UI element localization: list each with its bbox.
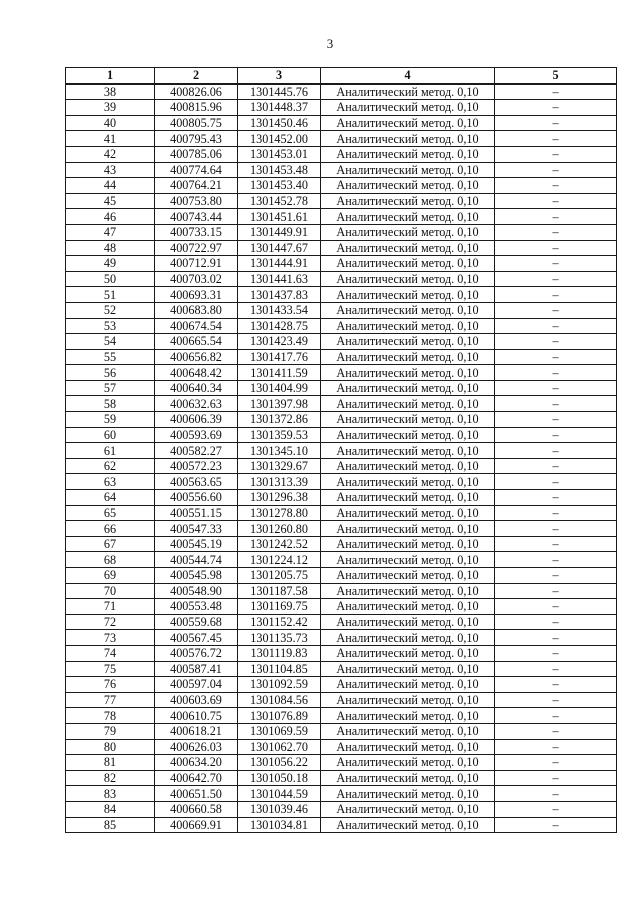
- point-number-cell: 41: [66, 131, 155, 147]
- y-coordinate-cell: 1301278.80: [238, 505, 321, 521]
- table-row: [66, 770, 617, 786]
- point-number-cell: 39: [66, 100, 155, 116]
- y-coordinate-cell: 1301084.56: [238, 692, 321, 708]
- point-number-cell: 62: [66, 458, 155, 474]
- table-row: [66, 817, 617, 833]
- y-coordinate-cell: 1301152.42: [238, 614, 321, 630]
- method-cell: Аналитический метод. 0,10: [321, 817, 495, 833]
- method-cell: Аналитический метод. 0,10: [321, 334, 495, 350]
- y-coordinate-cell: 1301034.81: [238, 817, 321, 833]
- point-number-cell: 55: [66, 349, 155, 365]
- x-coordinate-cell: 400722.97: [155, 240, 238, 256]
- x-coordinate-cell: 400606.39: [155, 412, 238, 428]
- y-coordinate-cell: 1301062.70: [238, 739, 321, 755]
- description-cell: –: [495, 755, 617, 771]
- y-coordinate-cell: 1301397.98: [238, 396, 321, 412]
- description-cell: –: [495, 458, 617, 474]
- y-coordinate-cell: 1301104.85: [238, 661, 321, 677]
- method-cell: Аналитический метод. 0,10: [321, 193, 495, 209]
- method-cell: Аналитический метод. 0,10: [321, 677, 495, 693]
- method-cell: Аналитический метод. 0,10: [321, 521, 495, 537]
- point-number-cell: 84: [66, 801, 155, 817]
- header-row: [66, 68, 617, 84]
- table-body: [66, 84, 617, 833]
- x-coordinate-cell: 400815.96: [155, 100, 238, 116]
- point-number-cell: 69: [66, 568, 155, 584]
- description-cell: –: [495, 178, 617, 194]
- method-cell: Аналитический метод. 0,10: [321, 240, 495, 256]
- point-number-cell: 46: [66, 209, 155, 225]
- x-coordinate-cell: 400545.98: [155, 568, 238, 584]
- y-coordinate-cell: 1301453.01: [238, 146, 321, 162]
- description-cell: –: [495, 505, 617, 521]
- x-coordinate-cell: 400669.91: [155, 817, 238, 833]
- x-coordinate-cell: 400693.31: [155, 287, 238, 303]
- x-coordinate-cell: 400618.21: [155, 723, 238, 739]
- x-coordinate-cell: 400626.03: [155, 739, 238, 755]
- method-cell: Аналитический метод. 0,10: [321, 271, 495, 287]
- description-cell: –: [495, 193, 617, 209]
- description-cell: –: [495, 536, 617, 552]
- y-coordinate-cell: 1301242.52: [238, 536, 321, 552]
- table-header: [66, 68, 617, 84]
- y-coordinate-cell: 1301450.46: [238, 115, 321, 131]
- y-coordinate-cell: 1301056.22: [238, 755, 321, 771]
- method-cell: Аналитический метод. 0,10: [321, 770, 495, 786]
- point-number-cell: 58: [66, 396, 155, 412]
- description-cell: –: [495, 723, 617, 739]
- description-cell: –: [495, 474, 617, 490]
- point-number-cell: 57: [66, 380, 155, 396]
- table-row: [66, 614, 617, 630]
- description-cell: –: [495, 552, 617, 568]
- point-number-cell: 72: [66, 614, 155, 630]
- table-row: [66, 162, 617, 178]
- description-cell: –: [495, 349, 617, 365]
- y-coordinate-cell: 1301444.91: [238, 256, 321, 272]
- point-number-cell: 61: [66, 443, 155, 459]
- y-coordinate-cell: 1301345.10: [238, 443, 321, 459]
- x-coordinate-cell: 400553.48: [155, 599, 238, 615]
- table-row: [66, 474, 617, 490]
- y-coordinate-cell: 1301453.40: [238, 178, 321, 194]
- table-row: [66, 568, 617, 584]
- x-coordinate-cell: 400634.20: [155, 755, 238, 771]
- column-header-4: 4: [321, 68, 495, 84]
- method-cell: Аналитический метод. 0,10: [321, 178, 495, 194]
- method-cell: Аналитический метод. 0,10: [321, 490, 495, 506]
- method-cell: Аналитический метод. 0,10: [321, 256, 495, 272]
- table-row: [66, 801, 617, 817]
- description-cell: –: [495, 490, 617, 506]
- table-row: [66, 240, 617, 256]
- description-cell: –: [495, 427, 617, 443]
- x-coordinate-cell: 400743.44: [155, 209, 238, 225]
- x-coordinate-cell: 400683.80: [155, 302, 238, 318]
- y-coordinate-cell: 1301404.99: [238, 380, 321, 396]
- x-coordinate-cell: 400559.68: [155, 614, 238, 630]
- table-row: [66, 100, 617, 116]
- y-coordinate-cell: 1301423.49: [238, 334, 321, 350]
- x-coordinate-cell: 400674.54: [155, 318, 238, 334]
- y-coordinate-cell: 1301417.76: [238, 349, 321, 365]
- table-row: [66, 645, 617, 661]
- x-coordinate-cell: 400774.64: [155, 162, 238, 178]
- description-cell: –: [495, 645, 617, 661]
- x-coordinate-cell: 400826.06: [155, 84, 238, 100]
- point-number-cell: 56: [66, 365, 155, 381]
- description-cell: –: [495, 739, 617, 755]
- table-row: [66, 723, 617, 739]
- method-cell: Аналитический метод. 0,10: [321, 614, 495, 630]
- y-coordinate-cell: 1301452.78: [238, 193, 321, 209]
- y-coordinate-cell: 1301447.67: [238, 240, 321, 256]
- x-coordinate-cell: 400597.04: [155, 677, 238, 693]
- point-number-cell: 79: [66, 723, 155, 739]
- description-cell: –: [495, 209, 617, 225]
- y-coordinate-cell: 1301329.67: [238, 458, 321, 474]
- table-row: [66, 443, 617, 459]
- point-number-cell: 65: [66, 505, 155, 521]
- description-cell: –: [495, 396, 617, 412]
- point-number-cell: 76: [66, 677, 155, 693]
- table-row: [66, 302, 617, 318]
- table-row: [66, 630, 617, 646]
- description-cell: –: [495, 240, 617, 256]
- table-row: [66, 692, 617, 708]
- table-row: [66, 583, 617, 599]
- y-coordinate-cell: 1301044.59: [238, 786, 321, 802]
- x-coordinate-cell: 400660.58: [155, 801, 238, 817]
- point-number-cell: 40: [66, 115, 155, 131]
- point-number-cell: 48: [66, 240, 155, 256]
- method-cell: Аналитический метод. 0,10: [321, 302, 495, 318]
- table-row: [66, 536, 617, 552]
- description-cell: –: [495, 365, 617, 381]
- y-coordinate-cell: 1301092.59: [238, 677, 321, 693]
- y-coordinate-cell: 1301205.75: [238, 568, 321, 584]
- y-coordinate-cell: 1301452.00: [238, 131, 321, 147]
- point-number-cell: 75: [66, 661, 155, 677]
- method-cell: Аналитический метод. 0,10: [321, 708, 495, 724]
- table-row: [66, 287, 617, 303]
- y-coordinate-cell: 1301187.58: [238, 583, 321, 599]
- description-cell: –: [495, 692, 617, 708]
- description-cell: –: [495, 334, 617, 350]
- table-row: [66, 380, 617, 396]
- point-number-cell: 42: [66, 146, 155, 162]
- table-row: [66, 412, 617, 428]
- point-number-cell: 50: [66, 271, 155, 287]
- y-coordinate-cell: 1301050.18: [238, 770, 321, 786]
- description-cell: –: [495, 302, 617, 318]
- method-cell: Аналитический метод. 0,10: [321, 365, 495, 381]
- x-coordinate-cell: 400764.21: [155, 178, 238, 194]
- method-cell: Аналитический метод. 0,10: [321, 84, 495, 100]
- x-coordinate-cell: 400551.15: [155, 505, 238, 521]
- y-coordinate-cell: 1301448.37: [238, 100, 321, 116]
- y-coordinate-cell: 1301433.54: [238, 302, 321, 318]
- point-number-cell: 60: [66, 427, 155, 443]
- table-row: [66, 115, 617, 131]
- y-coordinate-cell: 1301453.48: [238, 162, 321, 178]
- table-row: [66, 458, 617, 474]
- point-number-cell: 67: [66, 536, 155, 552]
- point-number-cell: 66: [66, 521, 155, 537]
- description-cell: –: [495, 770, 617, 786]
- y-coordinate-cell: 1301296.38: [238, 490, 321, 506]
- method-cell: Аналитический метод. 0,10: [321, 645, 495, 661]
- method-cell: Аналитический метод. 0,10: [321, 536, 495, 552]
- description-cell: –: [495, 614, 617, 630]
- method-cell: Аналитический метод. 0,10: [321, 209, 495, 225]
- column-header-5: 5: [495, 68, 617, 84]
- description-cell: –: [495, 115, 617, 131]
- method-cell: Аналитический метод. 0,10: [321, 568, 495, 584]
- table-row: [66, 349, 617, 365]
- point-number-cell: 54: [66, 334, 155, 350]
- method-cell: Аналитический метод. 0,10: [321, 380, 495, 396]
- x-coordinate-cell: 400648.42: [155, 365, 238, 381]
- x-coordinate-cell: 400795.43: [155, 131, 238, 147]
- method-cell: Аналитический метод. 0,10: [321, 443, 495, 459]
- method-cell: Аналитический метод. 0,10: [321, 412, 495, 428]
- table-row: [66, 224, 617, 240]
- point-number-cell: 78: [66, 708, 155, 724]
- point-number-cell: 63: [66, 474, 155, 490]
- description-cell: –: [495, 661, 617, 677]
- table-row: [66, 318, 617, 334]
- x-coordinate-cell: 400785.06: [155, 146, 238, 162]
- point-number-cell: 49: [66, 256, 155, 272]
- point-number-cell: 64: [66, 490, 155, 506]
- method-cell: Аналитический метод. 0,10: [321, 162, 495, 178]
- column-header-3: 3: [238, 68, 321, 84]
- point-number-cell: 73: [66, 630, 155, 646]
- y-coordinate-cell: 1301437.83: [238, 287, 321, 303]
- point-number-cell: 53: [66, 318, 155, 334]
- description-cell: –: [495, 583, 617, 599]
- description-cell: –: [495, 443, 617, 459]
- x-coordinate-cell: 400572.23: [155, 458, 238, 474]
- table-row: [66, 708, 617, 724]
- method-cell: Аналитический метод. 0,10: [321, 505, 495, 521]
- y-coordinate-cell: 1301135.73: [238, 630, 321, 646]
- description-cell: –: [495, 521, 617, 537]
- y-coordinate-cell: 1301359.53: [238, 427, 321, 443]
- table-row: [66, 739, 617, 755]
- page-number: 3: [326, 36, 334, 51]
- table-row: [66, 396, 617, 412]
- method-cell: Аналитический метод. 0,10: [321, 661, 495, 677]
- description-cell: –: [495, 84, 617, 100]
- y-coordinate-cell: 1301441.63: [238, 271, 321, 287]
- table-row: [66, 552, 617, 568]
- description-cell: –: [495, 162, 617, 178]
- method-cell: Аналитический метод. 0,10: [321, 224, 495, 240]
- x-coordinate-cell: 400593.69: [155, 427, 238, 443]
- method-cell: Аналитический метод. 0,10: [321, 131, 495, 147]
- description-cell: –: [495, 568, 617, 584]
- table-row: [66, 334, 617, 350]
- point-number-cell: 43: [66, 162, 155, 178]
- table-row: [66, 521, 617, 537]
- description-cell: –: [495, 224, 617, 240]
- table-row: [66, 256, 617, 272]
- point-number-cell: 70: [66, 583, 155, 599]
- point-number-cell: 80: [66, 739, 155, 755]
- table-row: [66, 209, 617, 225]
- table-row: [66, 786, 617, 802]
- table-row: [66, 178, 617, 194]
- point-number-cell: 59: [66, 412, 155, 428]
- y-coordinate-cell: 1301119.83: [238, 645, 321, 661]
- method-cell: Аналитический метод. 0,10: [321, 115, 495, 131]
- y-coordinate-cell: 1301039.46: [238, 801, 321, 817]
- point-number-cell: 85: [66, 817, 155, 833]
- table-row: [66, 661, 617, 677]
- point-number-cell: 47: [66, 224, 155, 240]
- method-cell: Аналитический метод. 0,10: [321, 723, 495, 739]
- method-cell: Аналитический метод. 0,10: [321, 349, 495, 365]
- description-cell: –: [495, 100, 617, 116]
- y-coordinate-cell: 1301224.12: [238, 552, 321, 568]
- method-cell: Аналитический метод. 0,10: [321, 692, 495, 708]
- method-cell: Аналитический метод. 0,10: [321, 100, 495, 116]
- point-number-cell: 52: [66, 302, 155, 318]
- point-number-cell: 68: [66, 552, 155, 568]
- x-coordinate-cell: 400805.75: [155, 115, 238, 131]
- table-row: [66, 427, 617, 443]
- x-coordinate-cell: 400656.82: [155, 349, 238, 365]
- method-cell: Аналитический метод. 0,10: [321, 801, 495, 817]
- description-cell: –: [495, 801, 617, 817]
- point-number-cell: 51: [66, 287, 155, 303]
- x-coordinate-cell: 400576.72: [155, 645, 238, 661]
- point-number-cell: 44: [66, 178, 155, 194]
- description-cell: –: [495, 817, 617, 833]
- table-row: [66, 131, 617, 147]
- table-row: [66, 490, 617, 506]
- point-number-cell: 77: [66, 692, 155, 708]
- y-coordinate-cell: 1301313.39: [238, 474, 321, 490]
- description-cell: –: [495, 287, 617, 303]
- description-cell: –: [495, 708, 617, 724]
- point-number-cell: 83: [66, 786, 155, 802]
- point-number-cell: 71: [66, 599, 155, 615]
- x-coordinate-cell: 400603.69: [155, 692, 238, 708]
- x-coordinate-cell: 400547.33: [155, 521, 238, 537]
- y-coordinate-cell: 1301076.89: [238, 708, 321, 724]
- y-coordinate-cell: 1301428.75: [238, 318, 321, 334]
- point-number-cell: 82: [66, 770, 155, 786]
- y-coordinate-cell: 1301445.76: [238, 84, 321, 100]
- table-row: [66, 365, 617, 381]
- x-coordinate-cell: 400544.74: [155, 552, 238, 568]
- description-cell: –: [495, 256, 617, 272]
- y-coordinate-cell: 1301069.59: [238, 723, 321, 739]
- y-coordinate-cell: 1301260.80: [238, 521, 321, 537]
- method-cell: Аналитический метод. 0,10: [321, 786, 495, 802]
- method-cell: Аналитический метод. 0,10: [321, 427, 495, 443]
- method-cell: Аналитический метод. 0,10: [321, 630, 495, 646]
- x-coordinate-cell: 400548.90: [155, 583, 238, 599]
- point-number-cell: 45: [66, 193, 155, 209]
- table-row: [66, 146, 617, 162]
- y-coordinate-cell: 1301372.86: [238, 412, 321, 428]
- x-coordinate-cell: 400651.50: [155, 786, 238, 802]
- x-coordinate-cell: 400665.54: [155, 334, 238, 350]
- method-cell: Аналитический метод. 0,10: [321, 458, 495, 474]
- point-number-cell: 74: [66, 645, 155, 661]
- x-coordinate-cell: 400545.19: [155, 536, 238, 552]
- table-row: [66, 677, 617, 693]
- description-cell: –: [495, 271, 617, 287]
- table-row: [66, 599, 617, 615]
- method-cell: Аналитический метод. 0,10: [321, 583, 495, 599]
- x-coordinate-cell: 400556.60: [155, 490, 238, 506]
- description-cell: –: [495, 630, 617, 646]
- table-row: [66, 193, 617, 209]
- description-cell: –: [495, 599, 617, 615]
- x-coordinate-cell: 400640.34: [155, 380, 238, 396]
- x-coordinate-cell: 400587.41: [155, 661, 238, 677]
- x-coordinate-cell: 400642.70: [155, 770, 238, 786]
- point-number-cell: 38: [66, 84, 155, 100]
- x-coordinate-cell: 400567.45: [155, 630, 238, 646]
- method-cell: Аналитический метод. 0,10: [321, 552, 495, 568]
- method-cell: Аналитический метод. 0,10: [321, 287, 495, 303]
- method-cell: Аналитический метод. 0,10: [321, 474, 495, 490]
- x-coordinate-cell: 400610.75: [155, 708, 238, 724]
- x-coordinate-cell: 400712.91: [155, 256, 238, 272]
- description-cell: –: [495, 146, 617, 162]
- table-row: [66, 755, 617, 771]
- x-coordinate-cell: 400703.02: [155, 271, 238, 287]
- y-coordinate-cell: 1301449.91: [238, 224, 321, 240]
- x-coordinate-cell: 400632.63: [155, 396, 238, 412]
- description-cell: –: [495, 786, 617, 802]
- description-cell: –: [495, 380, 617, 396]
- method-cell: Аналитический метод. 0,10: [321, 599, 495, 615]
- x-coordinate-cell: 400563.65: [155, 474, 238, 490]
- method-cell: Аналитический метод. 0,10: [321, 146, 495, 162]
- method-cell: Аналитический метод. 0,10: [321, 396, 495, 412]
- y-coordinate-cell: 1301169.75: [238, 599, 321, 615]
- description-cell: –: [495, 412, 617, 428]
- description-cell: –: [495, 677, 617, 693]
- point-number-cell: 81: [66, 755, 155, 771]
- column-header-2: 2: [155, 68, 238, 84]
- x-coordinate-cell: 400753.80: [155, 193, 238, 209]
- description-cell: –: [495, 131, 617, 147]
- x-coordinate-cell: 400733.15: [155, 224, 238, 240]
- y-coordinate-cell: 1301451.61: [238, 209, 321, 225]
- method-cell: Аналитический метод. 0,10: [321, 318, 495, 334]
- table-row: [66, 271, 617, 287]
- method-cell: Аналитический метод. 0,10: [321, 755, 495, 771]
- column-header-1: 1: [66, 68, 155, 84]
- x-coordinate-cell: 400582.27: [155, 443, 238, 459]
- method-cell: Аналитический метод. 0,10: [321, 739, 495, 755]
- coordinates-table: [65, 67, 617, 833]
- table-row: [66, 505, 617, 521]
- table-row: [66, 84, 617, 100]
- y-coordinate-cell: 1301411.59: [238, 365, 321, 381]
- description-cell: –: [495, 318, 617, 334]
